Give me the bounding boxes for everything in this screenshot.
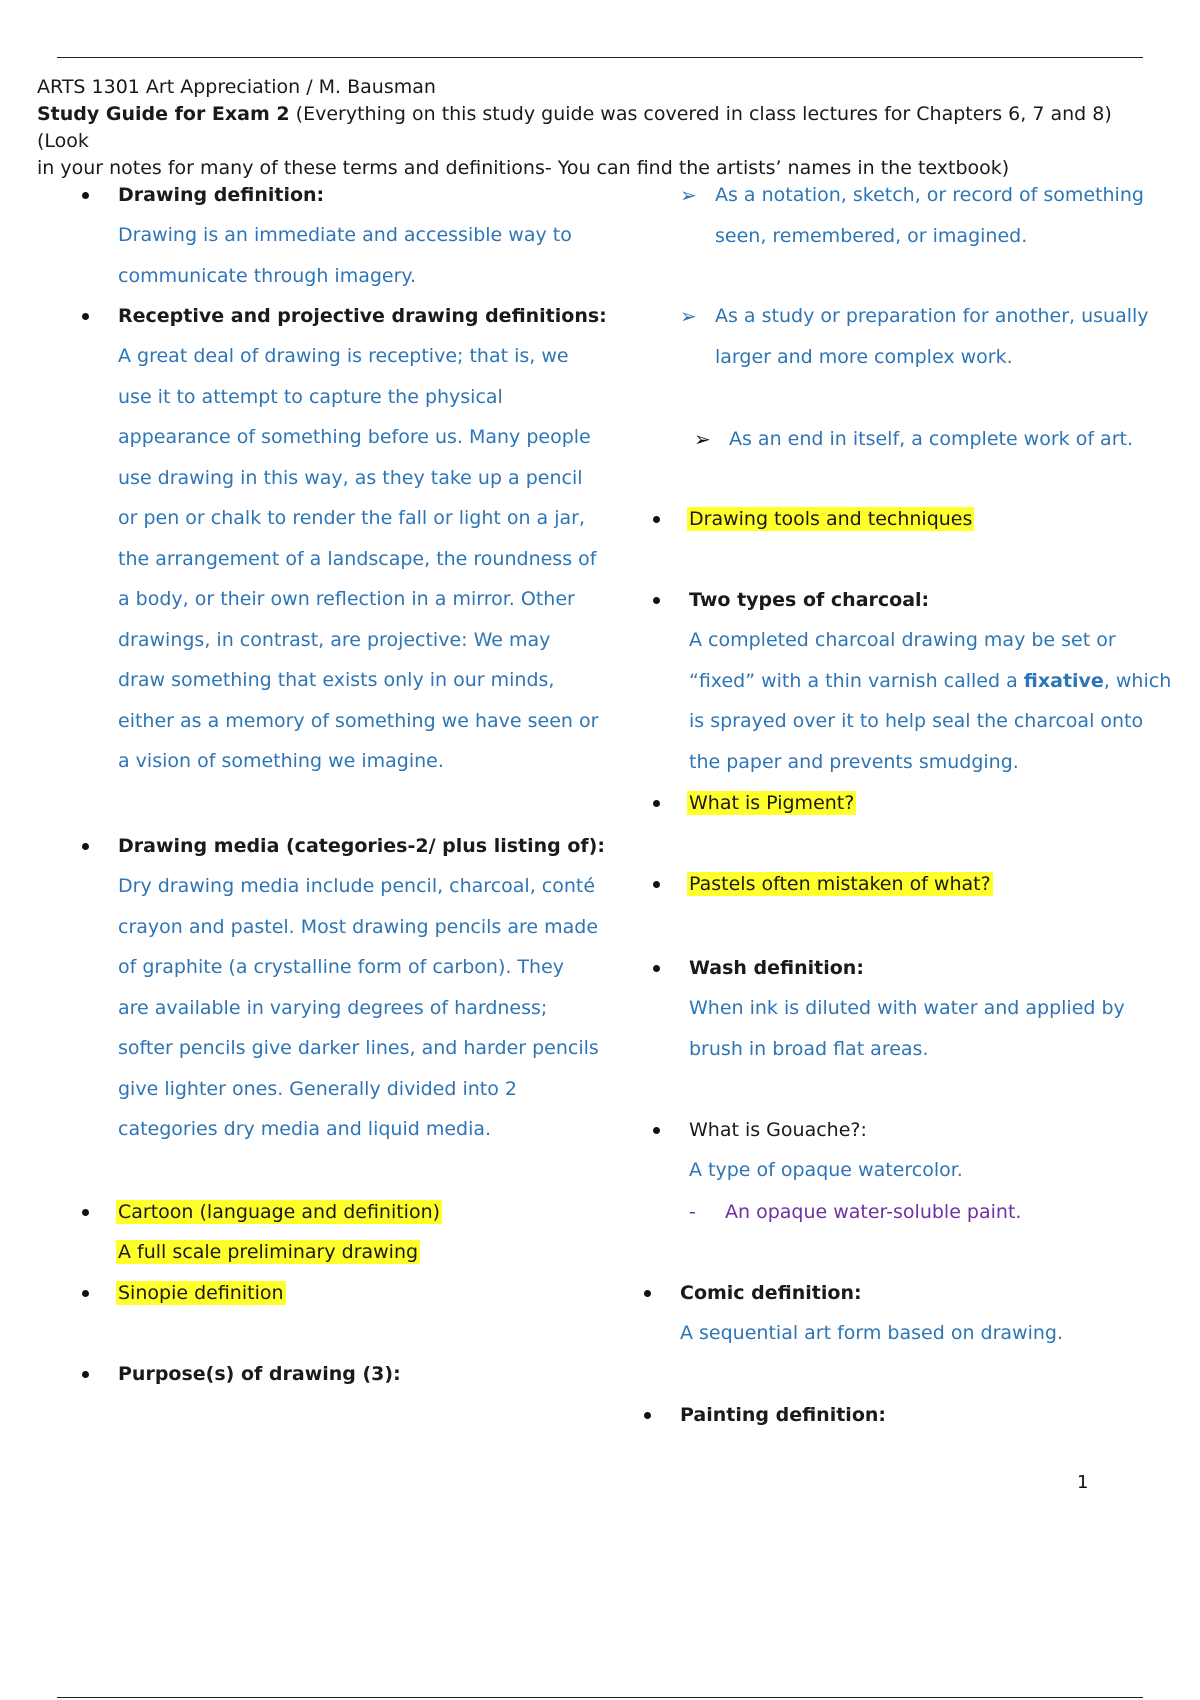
cartoon-answer: A full scale preliminary drawing [118,1241,419,1263]
bullet-icon [653,881,660,888]
bullet-icon [82,192,89,199]
bullet-icon [644,1412,651,1419]
arrow-bullet-icon: ➢ [694,427,711,451]
bullet-icon [653,1127,660,1134]
receptive-answer: A great deal of drawing is receptive; that is, we use it to attempt to capture the physical appearance of something before us. Many people use drawing in this way, as they take up a pencil or pen or chalk to render the fall or light on a jar, the arrangement of a landscape, the roundness of a body, or their own reflection in a mirror. Other drawings, in contrast, are projective: We may draw something that exists only in our minds, either as a memory of something we have seen or a vision of something we imagine. [118,345,599,772]
wash-answer: When ink is diluted with water and applied by brush in broad flat areas. [689,997,1125,1060]
top-rule [57,57,1143,58]
tools-label: Drawing tools and techniques [689,508,973,530]
bullet-icon [82,843,89,850]
painting-label: Painting definition: [680,1404,886,1426]
guide-title-line [37,101,1117,155]
guide-note: (Everything on this study guide was covered in class lectures for Chapters 6, 7 and 8) (Look [37,103,1112,152]
comic-answer: A sequential art form based on drawing. [680,1322,1064,1344]
bullet-icon [82,1209,89,1216]
bullet-icon [653,597,660,604]
course-line: ARTS 1301 Art Appreciation / M. Bausman [37,76,436,98]
drawing-media-answer: Dry drawing media include pencil, charcoal, conté crayon and pastel. Most drawing pencils are made of graphite (a crystalline form of carbon). They are available in varying degrees of hardness; softer pencils give darker lines, and harder pencils give lighter ones. Generally divided into 2 categories dry media and liquid media. [118,875,599,1140]
bullet-icon [653,800,660,807]
sinopie-label: Sinopie definition [118,1282,284,1304]
arrow-bullet-icon: ➢ [680,304,697,328]
pastels-label: Pastels often mistaken of what? [689,873,991,895]
cartoon-label: Cartoon (language and definition) [118,1201,441,1223]
bullet-icon [653,965,660,972]
purpose-label: Purpose(s) of drawing (3): [118,1363,401,1385]
document-header [37,74,1117,182]
charcoal-answer: A completed charcoal drawing may be set or “fixed” with a thin varnish called a fixative, which is sprayed over it to help seal the charcoal onto the paper and prevents smudging. [689,629,1172,773]
dash-bullet-icon: - [689,1201,696,1223]
gouache-answer: A type of opaque watercolor. [689,1159,963,1181]
purpose-notation: As a notation, sketch, or record of something seen, remembered, or imagined. [715,184,1144,247]
pigment-label: What is Pigment? [689,792,855,814]
bullet-icon [653,516,660,523]
charcoal-label: Two types of charcoal: [689,589,930,611]
bullet-icon [82,1371,89,1378]
arrow-bullet-icon: ➢ [680,183,697,207]
wash-label: Wash definition: [689,957,864,979]
comic-label: Comic definition: [680,1282,862,1304]
purpose-end-in-itself: As an end in itself, a complete work of art. [729,428,1134,450]
guide-title: Study Guide for Exam 2 [37,103,290,125]
drawing-definition-label: Drawing definition: [118,184,325,206]
bullet-icon [82,313,89,320]
drawing-definition-answer: Drawing is an immediate and accessible way to communicate through imagery. [118,224,572,287]
bottom-rule [57,1697,1143,1698]
guide-note-continued: in your notes for many of these terms and definitions- You can find the artists’ names in the textbook) [37,157,1010,179]
bullet-icon [82,1290,89,1297]
receptive-label: Receptive and projective drawing definitions: [118,305,607,327]
gouache-label: What is Gouache?: [689,1119,867,1141]
purpose-study: As a study or preparation for another, usually larger and more complex work. [715,305,1149,368]
bullet-icon [644,1290,651,1297]
gouache-sub-answer: An opaque water-soluble paint. [725,1201,1022,1223]
page-number: 1 [1077,1472,1089,1493]
drawing-media-label: Drawing media (categories-2/ plus listing of): [118,835,605,857]
